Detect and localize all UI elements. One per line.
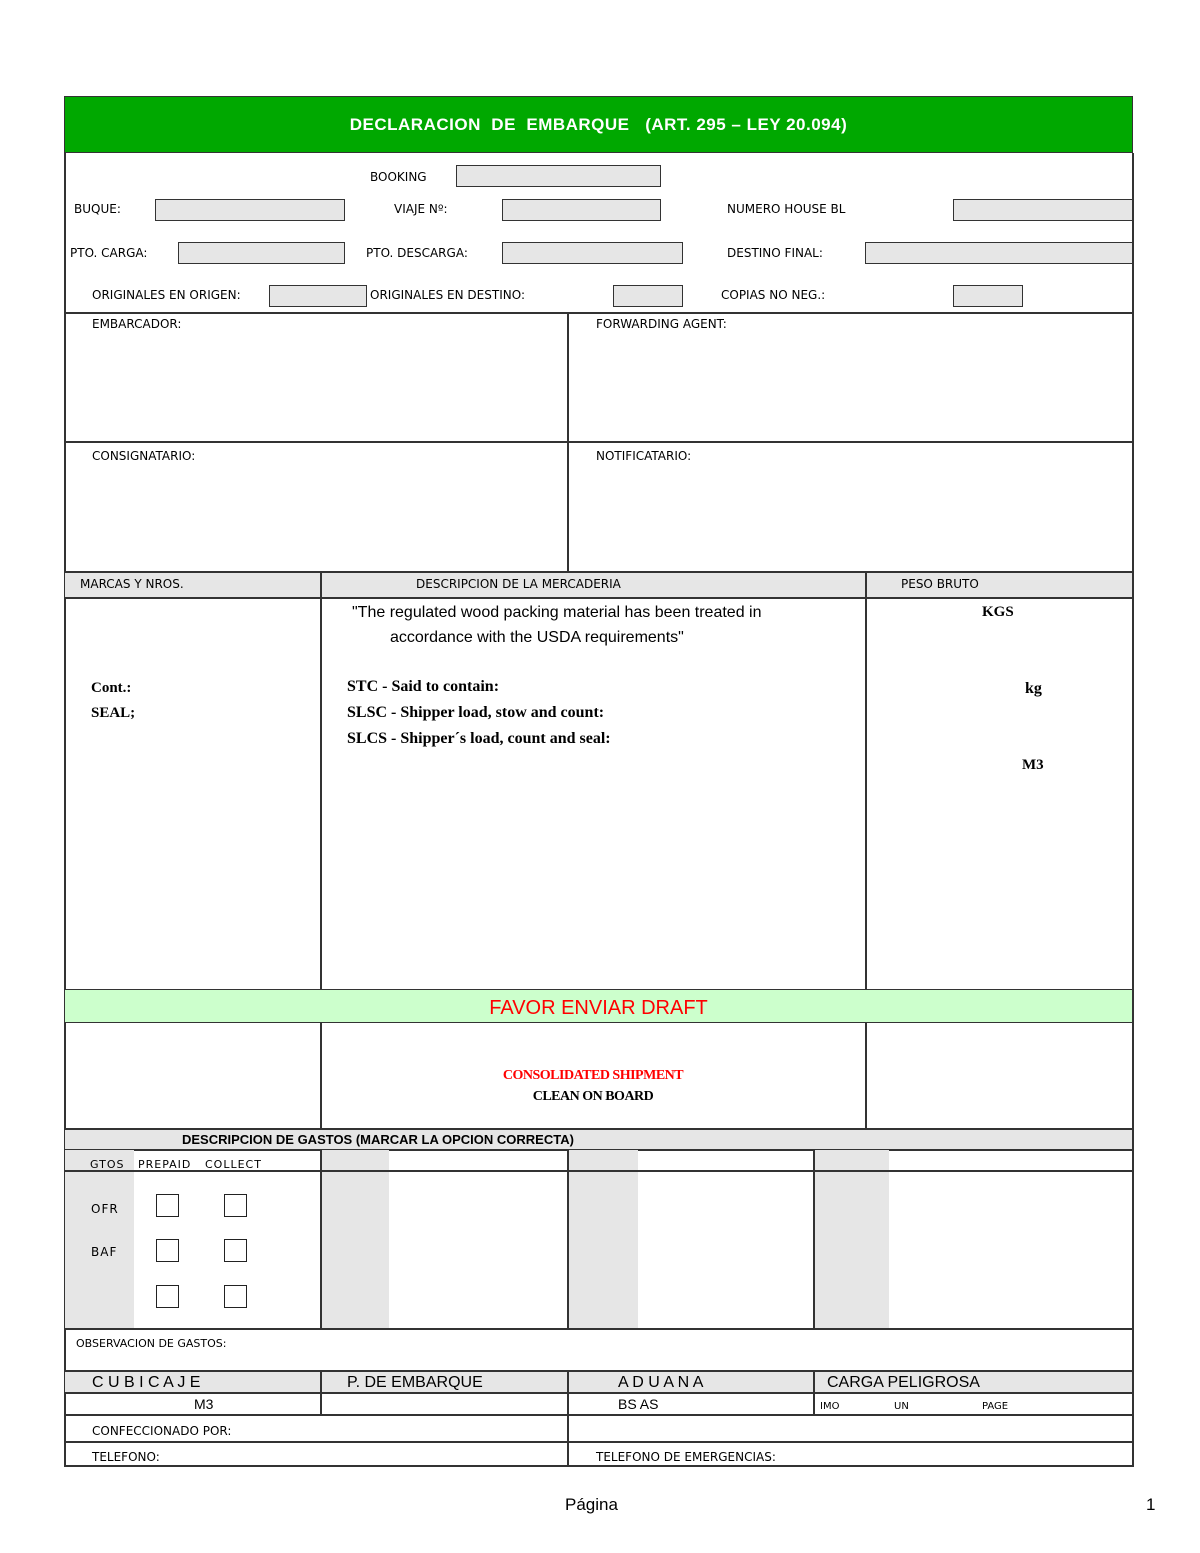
gastos-col-grey [322,1150,389,1328]
cont-label: Cont.: [91,680,132,696]
divider [64,1465,1134,1467]
carga-peligrosa-header: CARGA PELIGROSA [827,1374,980,1391]
divider [64,1128,1134,1130]
divider [567,1149,569,1329]
divider [64,312,1134,314]
other-prepaid-checkbox[interactable] [156,1285,179,1308]
wood-statement-line2: accordance with the USDA requirements" [390,629,684,646]
viaje-field[interactable] [502,199,661,221]
imo-label: IMO [820,1401,840,1412]
confeccionado-label: CONFECCIONADO POR: [92,1424,232,1438]
divider [64,1328,1134,1330]
divider [64,597,1134,599]
divider [567,1370,569,1466]
gastos-title: DESCRIPCION DE GASTOS (MARCAR LA OPCION CORRECTA) [182,1132,574,1147]
divider [813,1149,815,1329]
consolidated-shipment: CONSOLIDATED SHIPMENT [502,1068,684,1083]
kgs-label: KGS [982,604,1014,620]
pto-descarga-field[interactable] [502,242,683,264]
draft-banner [65,989,1132,1023]
m3-label: M3 [1022,757,1044,773]
divider [865,1023,867,1128]
consignatario-label: CONSIGNATARIO: [92,449,196,463]
copias-field[interactable] [953,285,1023,307]
draft-banner-text: FAVOR ENVIAR DRAFT [489,997,708,1019]
frame-right [1132,153,1134,1466]
p-embarque-header: P. DE EMBARQUE [347,1374,483,1391]
observacion-label: OBSERVACION DE GASTOS: [76,1337,227,1350]
pto-carga-field[interactable] [178,242,345,264]
descripcion-header: DESCRIPCION DE LA MERCADERIA [416,577,621,591]
originales-destino-field[interactable] [613,285,683,307]
cubicaje-m3: M3 [194,1396,214,1412]
notificatario-label: NOTIFICATARIO: [596,449,692,463]
divider [64,1414,1134,1416]
form-title: DECLARACION DE EMBARQUE (ART. 295 – LEY 20.094) [349,115,848,134]
aduana-header: A D U A N A [618,1374,704,1391]
originales-origen-label: ORIGINALES EN ORIGEN: [92,288,241,302]
peso-header: PESO BRUTO [901,577,979,591]
stc-label: STC - Said to contain: [347,678,500,695]
clean-on-board: CLEAN ON BOARD [532,1089,654,1104]
buque-label: BUQUE: [74,202,121,216]
aduana-bs-as: BS AS [618,1396,659,1412]
kg-label: kg [1025,680,1042,697]
destino-final-label: DESTINO FINAL: [727,246,823,260]
divider [813,1370,815,1415]
divider [64,1370,1134,1372]
prepaid-header: PREPAID [138,1158,192,1171]
divider [64,1441,1134,1443]
baf-collect-checkbox[interactable] [224,1239,247,1262]
collect-header: COLLECT [205,1158,262,1171]
gastos-col-grey [65,1150,134,1328]
slcs-label: SLCS - Shipper´s load, count and seal: [347,730,611,747]
divider [64,571,1134,573]
viaje-label: VIAJE Nº: [394,202,448,216]
house-bl-label: NUMERO HOUSE BL [727,202,846,216]
originales-destino-label: ORIGINALES EN DESTINO: [370,288,525,302]
divider [320,1370,322,1415]
gastos-col-grey [569,1150,638,1328]
embarcador-label: EMBARCADOR: [92,317,182,331]
page-footer-number: 1 [1146,1495,1156,1514]
slsc-label: SLSC - Shipper load, stow and count: [347,704,605,721]
page-label: PAGE [982,1401,1009,1412]
divider [64,441,1134,443]
ofr-label: OFR [91,1202,119,1216]
ofr-collect-checkbox[interactable] [224,1194,247,1217]
baf-prepaid-checkbox[interactable] [156,1239,179,1262]
wood-statement-line1: "The regulated wood packing material has been treated in [352,604,762,621]
house-bl-field[interactable] [953,199,1133,221]
originales-origen-field[interactable] [269,285,367,307]
form-header [64,96,1133,153]
telefono-emergencias-label: TELEFONO DE EMERGENCIAS: [596,1450,776,1464]
gtos-header: GTOS [90,1158,125,1171]
divider [320,571,322,989]
destino-final-field[interactable] [865,242,1133,264]
seal-label: SEAL; [91,705,136,721]
booking-label: BOOKING [370,170,427,184]
baf-label: BAF [91,1245,118,1259]
divider [64,1392,1134,1394]
un-label: UN [894,1401,909,1412]
pto-descarga-label: PTO. DESCARGA: [366,246,468,260]
divider [320,1149,322,1329]
ofr-prepaid-checkbox[interactable] [156,1194,179,1217]
page-footer-label: Página [565,1495,618,1514]
cubicaje-header: C U B I C A J E [92,1374,201,1391]
other-collect-checkbox[interactable] [224,1285,247,1308]
gastos-col-grey [815,1150,889,1328]
copias-label: COPIAS NO NEG.: [721,288,826,302]
booking-field[interactable] [456,165,661,187]
pto-carga-label: PTO. CARGA: [70,246,148,260]
telefono-label: TELEFONO: [92,1450,160,1464]
forwarding-agent-label: FORWARDING AGENT: [596,317,727,331]
marcas-header: MARCAS Y NROS. [80,577,184,591]
divider [865,571,867,989]
buque-field[interactable] [155,199,345,221]
